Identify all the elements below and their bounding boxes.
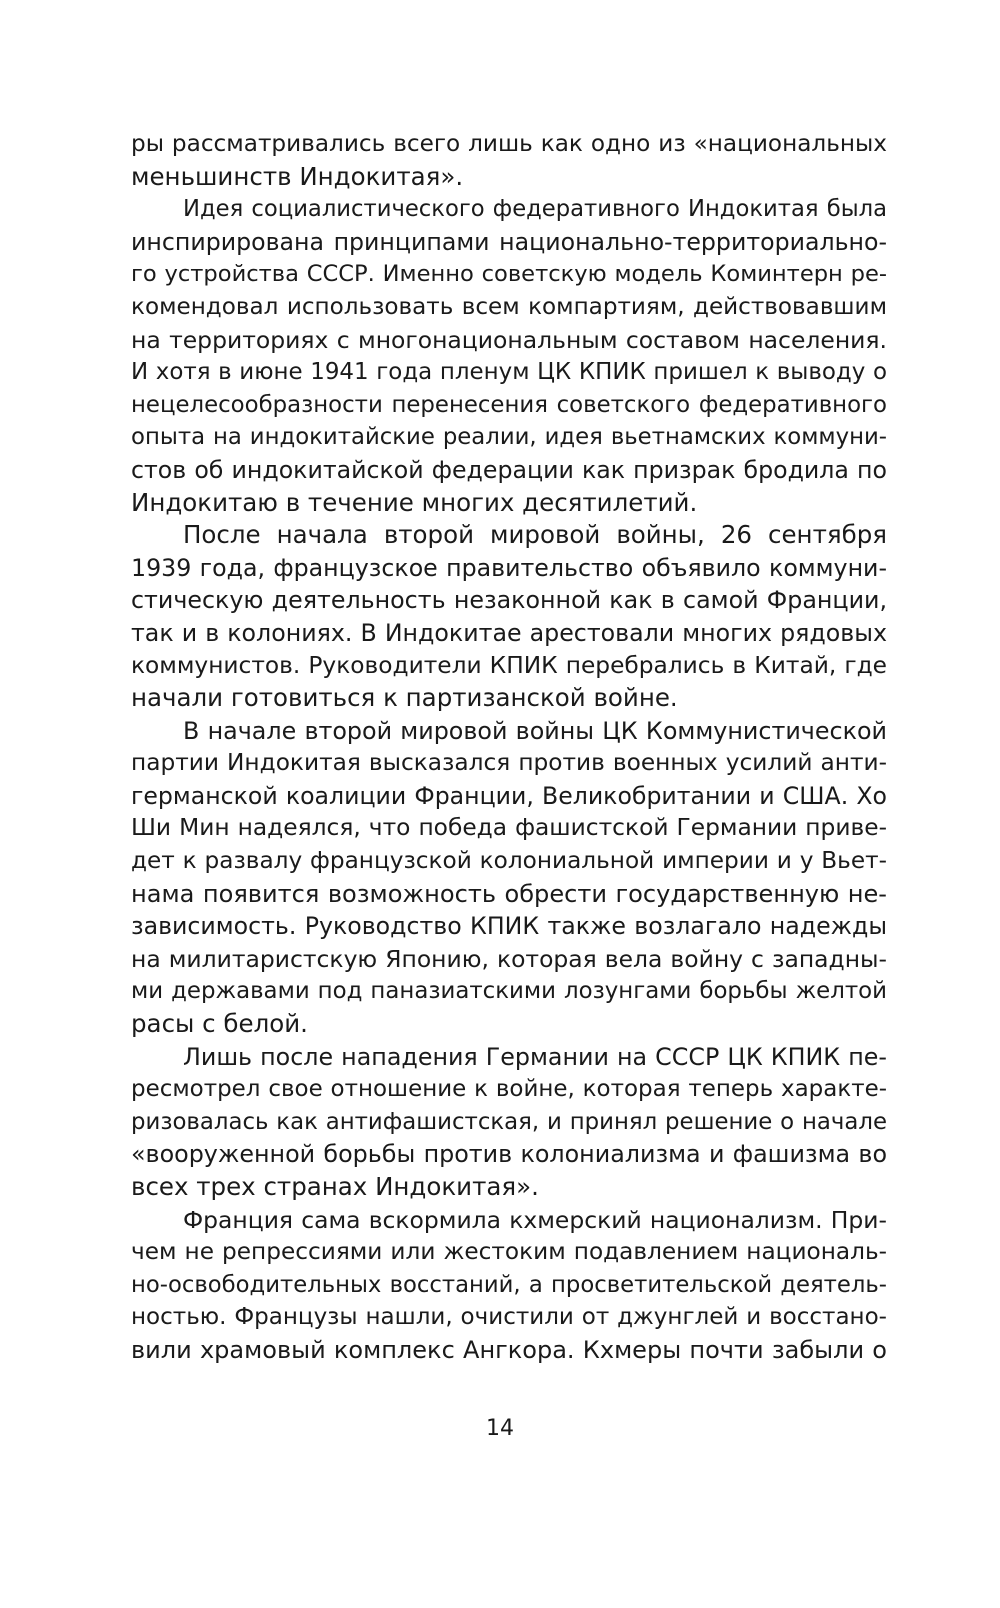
text-line: ресмотрел свое отношение к войне, которая теперь характе- — [131, 1076, 887, 1103]
text-line: меньшинств Индокитая». — [131, 161, 464, 191]
text-line: 1939 года, французское правительство объявило коммуни- — [131, 553, 887, 582]
text-line: инспирирована принципами национально-территориально- — [131, 227, 887, 256]
text-line: ностью. Французы нашли, очистили от джунглей и восстано- — [131, 1304, 887, 1331]
page-number: 14 — [486, 1416, 514, 1441]
text-line: опыта на индокитайские реалии, идея вьетнамских коммуни- — [131, 424, 887, 451]
paragraph-first-line: В начале второй мировой войны ЦК Коммунистической — [183, 716, 887, 745]
paragraph-first-line: Лишь после нападения Германии на СССР ЦК КПИК пе- — [183, 1042, 887, 1071]
text-line: стов об индокитайской федерации как призрак бродила по — [131, 455, 887, 484]
text-line: И хотя в июне 1941 года пленум ЦК КПИК пришел к выводу о — [131, 359, 887, 386]
text-line: го устройства СССР. Именно советскую модель Коминтерн ре- — [131, 261, 887, 288]
paragraph-first-line: Франция сама вскормила кхмерский национализм. При- — [183, 1205, 887, 1234]
text-line: Индокитаю в течение многих десятилетий. — [131, 487, 698, 517]
text-line: зависимость. Руководство КПИК также возлагало надежды — [131, 912, 887, 941]
text-line: чем не репрессиями или жестоким подавлением националь- — [131, 1238, 887, 1266]
text-line: ми державами под паназиатскими лозунгами борьбы желтой — [131, 978, 887, 1005]
text-line: ризовалась как антифашистская, и принял решение о начале — [131, 1108, 887, 1135]
text-line: ры рассматривались всего лишь как одно из «национальных — [131, 131, 887, 157]
text-line: на милитаристскую Японию, которая вела войну с западны- — [131, 944, 887, 973]
paragraph-first-line: После начала второй мировой войны, 26 сентября — [183, 520, 887, 550]
text-line: вили храмовый комплекс Ангкора. Кхмеры почти забыли о — [131, 1335, 887, 1364]
text-line: дет к развалу французской колониальной империи и у Вьет- — [131, 847, 887, 875]
text-line: партии Индокитая высказался против военных усилий анти- — [131, 749, 887, 777]
text-line: на территориях с многонациональным составом населения. — [131, 325, 887, 354]
paragraph-first-line: Идея социалистического федеративного Индокитая была — [183, 196, 887, 223]
text-line: но-освободительных восстаний, а просветительской деятель- — [131, 1271, 887, 1298]
text-line: так и в колониях. В Индокитае арестовали многих рядовых — [131, 618, 887, 647]
text-line: коммунистов. Руководители КПИК перебрались в Китай, где — [131, 651, 887, 679]
text-line: «вооруженной борьбы против колониализма и фашизма во — [131, 1140, 887, 1169]
text-line: комендовал использовать всем компартиям, действовавшим — [131, 293, 887, 320]
text-line: стическую деятельность незаконной как в самой Франции, — [131, 586, 887, 615]
text-line: всех трех странах Индокитая». — [131, 1172, 539, 1201]
text-line: германской коалиции Франции, Великобритании и США. Хо — [131, 781, 887, 810]
body-text — [131, 128, 887, 1367]
text-line: нама появится возможность обрести государственную не- — [131, 879, 887, 908]
text-line: расы с белой. — [131, 1009, 308, 1039]
text-line: нецелесообразности перенесения советского федеративного — [131, 391, 887, 418]
text-line: начали готовиться к партизанской войне. — [131, 683, 678, 713]
text-line: Ши Мин надеялся, что победа фашистской Германии приве- — [131, 814, 887, 842]
